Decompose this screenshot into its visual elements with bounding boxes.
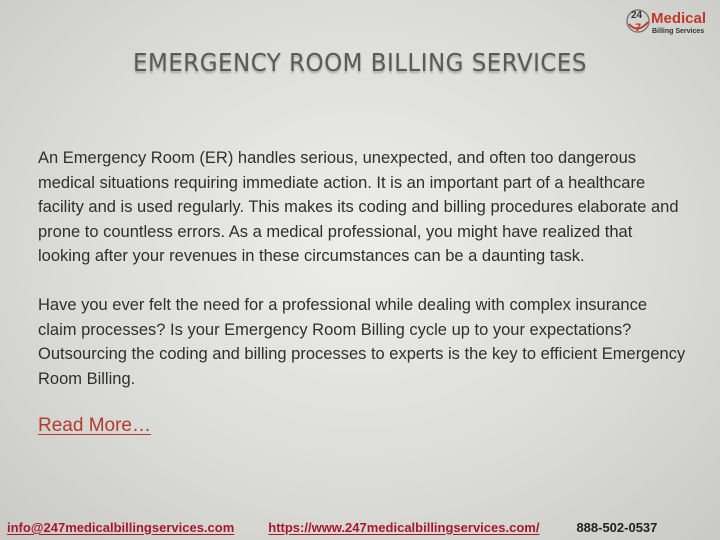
footer (0, 515, 720, 539)
footer-website-link[interactable]: https://www.247medicalbillingservices.com/ (268, 519, 540, 535)
logo-7-text: 7 (635, 22, 642, 34)
page-title: EMERGENCY ROOM BILLING SERVICES (133, 48, 587, 77)
footer-email-link[interactable]: info@247medicalbillingservices.com (7, 519, 235, 535)
main-content (38, 146, 688, 437)
logo-brand-text: Medical (651, 10, 707, 27)
logo-mark-icon (626, 4, 714, 38)
question-paragraph: Have you ever felt the need for a professional while dealing with complex insurance claim processes? Is your Emergency Room Billing cycle up to your expectations? Outsourcing the coding and billing processes to experts is the key to efficient Emergency Room Billing. (38, 295, 686, 388)
footer-phone: 888-502-0537 (576, 519, 658, 535)
logo-24-text: 24 (631, 10, 643, 21)
intro-paragraph: An Emergency Room (ER) handles serious, unexpected, and often too dangerous medical situations requiring immediate action. It is an important part of a healthcare facility and is used regularly. This makes its coding and billing procedures elaborate and prone to countless errors. As a medical professional, you might have realized that looking after your revenues in these circumstances can be a daunting task. (38, 149, 679, 266)
company-logo[interactable] (626, 4, 714, 38)
logo-sub-text: Billing Services (652, 28, 705, 35)
read-more-link[interactable]: Read More… (38, 415, 151, 437)
